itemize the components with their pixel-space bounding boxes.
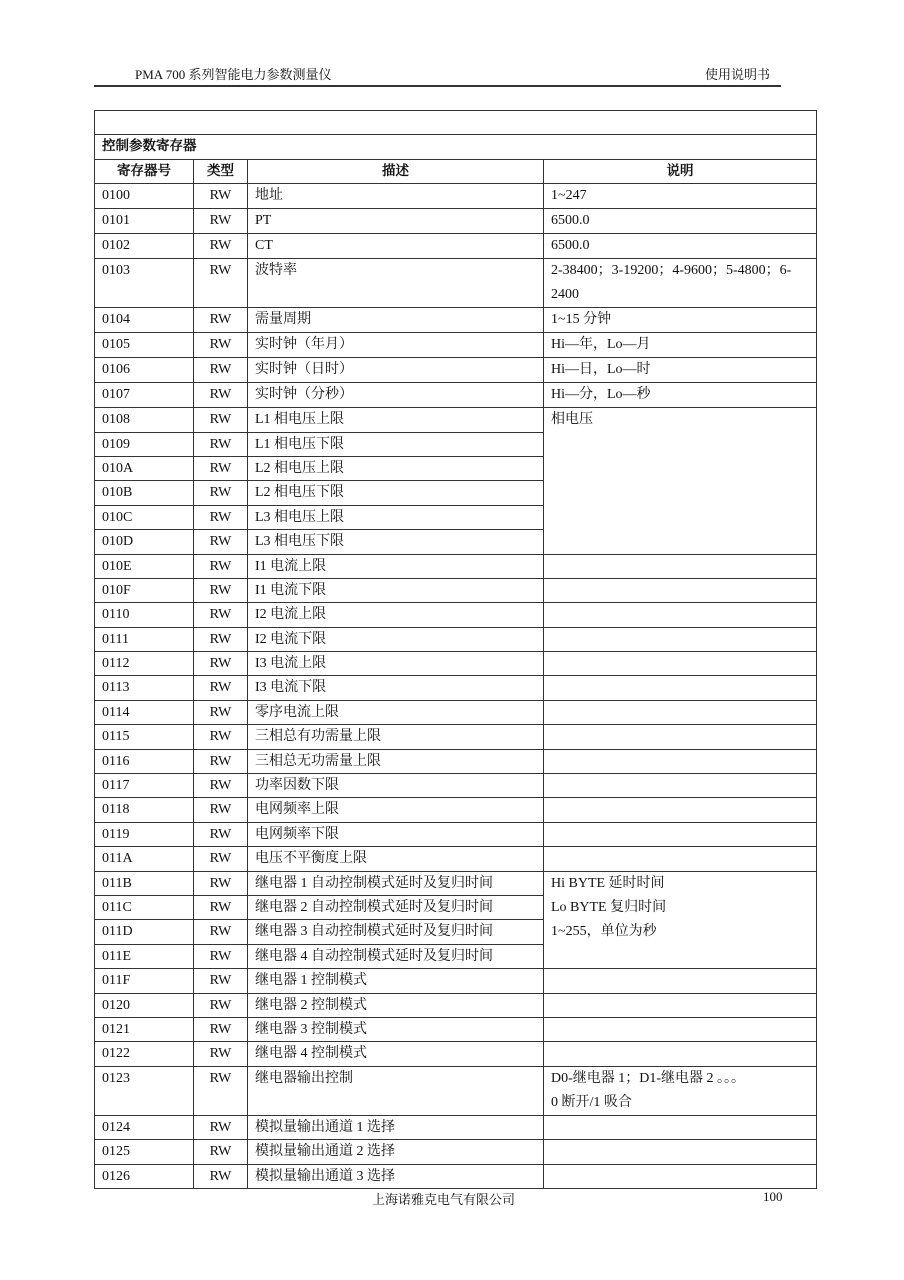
footer-company: 上海诺雅克电气有限公司 [372, 1192, 516, 1207]
register-type: RW [194, 1164, 248, 1188]
register-type: RW [194, 259, 248, 308]
table-row [95, 333, 817, 358]
register-type: RW [194, 847, 248, 871]
register-description: PT [248, 209, 544, 234]
register-number: 0110 [95, 603, 194, 627]
table-row [95, 676, 817, 700]
register-number: 0111 [95, 627, 194, 651]
register-description: 模拟量输出通道 3 选择 [248, 1164, 544, 1188]
register-description: 继电器 2 自动控制模式延时及复归时间 [248, 895, 544, 919]
register-type: RW [194, 895, 248, 919]
register-description: 实时钟（日时） [248, 358, 544, 383]
register-notes: 6500.0 [544, 209, 817, 234]
note-line: D0-继电器 1；D1-继电器 2 。。。 [551, 1070, 746, 1086]
register-type: RW [194, 530, 248, 554]
register-description: 继电器 2 控制模式 [248, 993, 544, 1017]
register-type: RW [194, 333, 248, 358]
register-notes [544, 1017, 817, 1041]
table-row [95, 1066, 817, 1115]
table-row [95, 1115, 817, 1139]
column-header-notes: 说明 [544, 159, 817, 183]
table-row [95, 408, 817, 432]
register-description: 功率因数下限 [248, 774, 544, 798]
register-type: RW [194, 749, 248, 773]
register-notes [544, 627, 817, 651]
register-notes [544, 749, 817, 773]
table-row [95, 603, 817, 627]
register-description: 继电器输出控制 [248, 1066, 544, 1115]
register-number: 0102 [95, 234, 194, 259]
register-notes [544, 725, 817, 749]
register-type: RW [194, 383, 248, 408]
register-notes [544, 1164, 817, 1188]
register-number: 010B [95, 481, 194, 505]
table-row [95, 749, 817, 773]
register-number: 010A [95, 456, 194, 480]
register-type: RW [194, 798, 248, 822]
note-line: Lo BYTE 复归时间 [551, 899, 667, 915]
register-number: 0105 [95, 333, 194, 358]
register-notes [544, 603, 817, 627]
register-number: 0108 [95, 408, 194, 432]
register-description: 地址 [248, 184, 544, 209]
register-type: RW [194, 481, 248, 505]
register-type: RW [194, 456, 248, 480]
register-type: RW [194, 1140, 248, 1164]
register-number: 011E [95, 944, 194, 968]
register-type: RW [194, 1042, 248, 1066]
table-row [95, 700, 817, 724]
register-type: RW [194, 505, 248, 529]
register-type: RW [194, 993, 248, 1017]
register-type: RW [194, 209, 248, 234]
register-notes: 相电压 [544, 408, 817, 554]
register-notes [544, 578, 817, 602]
register-notes: 1~15 分钟 [544, 308, 817, 333]
table-row [95, 358, 817, 383]
register-type: RW [194, 358, 248, 383]
table-row [95, 554, 817, 578]
register-number: 0114 [95, 700, 194, 724]
table-row [95, 1164, 817, 1188]
register-description: L3 相电压下限 [248, 530, 544, 554]
register-number: 0116 [95, 749, 194, 773]
table-row [95, 847, 817, 871]
register-notes [544, 652, 817, 676]
register-type: RW [194, 554, 248, 578]
register-table [94, 110, 817, 1189]
register-type: RW [194, 969, 248, 993]
table-row [95, 969, 817, 993]
register-description: L1 相电压下限 [248, 432, 544, 456]
register-description: 三相总无功需量上限 [248, 749, 544, 773]
register-number: 0121 [95, 1017, 194, 1041]
table-row [95, 259, 817, 308]
register-description: I1 电流下限 [248, 578, 544, 602]
register-number: 010E [95, 554, 194, 578]
register-notes: Hi—年，Lo—月 [544, 333, 817, 358]
register-notes [544, 1066, 817, 1115]
register-type: RW [194, 871, 248, 895]
register-number: 0120 [95, 993, 194, 1017]
register-type: RW [194, 432, 248, 456]
register-number: 0104 [95, 308, 194, 333]
register-notes [544, 871, 817, 969]
register-notes [544, 798, 817, 822]
register-type: RW [194, 184, 248, 209]
register-description: 模拟量输出通道 2 选择 [248, 1140, 544, 1164]
register-description: I2 电流上限 [248, 603, 544, 627]
table-row [95, 383, 817, 408]
register-description: CT [248, 234, 544, 259]
header-rule [94, 85, 781, 87]
register-type: RW [194, 603, 248, 627]
table-row [95, 1140, 817, 1164]
register-description: I3 电流下限 [248, 676, 544, 700]
register-type: RW [194, 700, 248, 724]
register-notes [544, 969, 817, 993]
register-number: 0126 [95, 1164, 194, 1188]
register-number: 0107 [95, 383, 194, 408]
register-notes [544, 1115, 817, 1139]
table-row [95, 627, 817, 651]
register-type: RW [194, 308, 248, 333]
register-notes [544, 822, 817, 846]
register-notes [544, 700, 817, 724]
register-number: 0113 [95, 676, 194, 700]
register-notes: Hi—日，Lo—时 [544, 358, 817, 383]
register-description: 实时钟（年月） [248, 333, 544, 358]
register-description: 继电器 4 控制模式 [248, 1042, 544, 1066]
empty-row [95, 111, 817, 135]
column-header-type: 类型 [194, 159, 248, 183]
register-description: 电压不平衡度上限 [248, 847, 544, 871]
register-type: RW [194, 725, 248, 749]
register-description: I1 电流上限 [248, 554, 544, 578]
table-row [95, 234, 817, 259]
table-row [95, 822, 817, 846]
register-description: 实时钟（分秒） [248, 383, 544, 408]
register-number: 011F [95, 969, 194, 993]
register-notes: 2-38400；3-19200；4-9600；5-4800；6-2400 [544, 259, 817, 308]
register-number: 0123 [95, 1066, 194, 1115]
table-row [95, 1017, 817, 1041]
register-type: RW [194, 774, 248, 798]
register-notes [544, 676, 817, 700]
register-description: 继电器 1 控制模式 [248, 969, 544, 993]
register-description: 继电器 1 自动控制模式延时及复归时间 [248, 871, 544, 895]
table-row [95, 209, 817, 234]
register-number: 0119 [95, 822, 194, 846]
note-line: 1~255，单位为秒 [551, 923, 657, 939]
register-description: 波特率 [248, 259, 544, 308]
register-description: I2 电流下限 [248, 627, 544, 651]
register-number: 0122 [95, 1042, 194, 1066]
register-description: L3 相电压上限 [248, 505, 544, 529]
register-number: 0118 [95, 798, 194, 822]
register-number: 010F [95, 578, 194, 602]
register-number: 0117 [95, 774, 194, 798]
register-type: RW [194, 1066, 248, 1115]
table-row [95, 993, 817, 1017]
table-row [95, 871, 817, 895]
register-description: 电网频率上限 [248, 798, 544, 822]
register-number: 0100 [95, 184, 194, 209]
header-title: PMA 700 系列智能电力参数测量仪 [135, 67, 332, 82]
register-notes [544, 774, 817, 798]
section-title-row [95, 135, 817, 159]
register-notes: 1~247 [544, 184, 817, 209]
register-type: RW [194, 920, 248, 944]
register-description: 零序电流上限 [248, 700, 544, 724]
table-row [95, 652, 817, 676]
table-row [95, 578, 817, 602]
register-notes: Hi—分，Lo—秒 [544, 383, 817, 408]
register-description: 三相总有功需量上限 [248, 725, 544, 749]
register-notes [544, 847, 817, 871]
register-notes [544, 1140, 817, 1164]
register-type: RW [194, 578, 248, 602]
register-number: 0106 [95, 358, 194, 383]
register-type: RW [194, 822, 248, 846]
section-title: 控制参数寄存器 [95, 135, 817, 159]
table-row [95, 308, 817, 333]
register-description: 需量周期 [248, 308, 544, 333]
table-row [95, 725, 817, 749]
register-type: RW [194, 1017, 248, 1041]
register-number: 010C [95, 505, 194, 529]
register-notes: 6500.0 [544, 234, 817, 259]
register-notes [544, 1042, 817, 1066]
register-number: 0124 [95, 1115, 194, 1139]
register-type: RW [194, 944, 248, 968]
register-number: 0115 [95, 725, 194, 749]
register-type: RW [194, 627, 248, 651]
register-type: RW [194, 408, 248, 432]
register-type: RW [194, 1115, 248, 1139]
register-type: RW [194, 676, 248, 700]
column-header-description: 描述 [248, 159, 544, 183]
register-number: 011C [95, 895, 194, 919]
register-description: 继电器 3 自动控制模式延时及复归时间 [248, 920, 544, 944]
table-row [95, 774, 817, 798]
register-number: 0109 [95, 432, 194, 456]
register-number: 0112 [95, 652, 194, 676]
register-number: 011B [95, 871, 194, 895]
register-number: 0101 [95, 209, 194, 234]
register-description: 模拟量输出通道 1 选择 [248, 1115, 544, 1139]
column-header-row [95, 159, 817, 183]
table-row [95, 798, 817, 822]
register-description: 电网频率下限 [248, 822, 544, 846]
register-description: 继电器 4 自动控制模式延时及复归时间 [248, 944, 544, 968]
table-row [95, 184, 817, 209]
register-description: L1 相电压上限 [248, 408, 544, 432]
register-description: 继电器 3 控制模式 [248, 1017, 544, 1041]
register-description: I3 电流上限 [248, 652, 544, 676]
register-number: 010D [95, 530, 194, 554]
header-doc-type: 使用说明书 [704, 67, 770, 82]
page-number: 100 [763, 1189, 783, 1204]
register-description: L2 相电压下限 [248, 481, 544, 505]
note-line: Hi BYTE 延时时间 [551, 875, 665, 891]
register-notes [544, 554, 817, 578]
register-number: 011D [95, 920, 194, 944]
table-row [95, 1042, 817, 1066]
column-header-register: 寄存器号 [95, 159, 194, 183]
register-notes [544, 993, 817, 1017]
register-type: RW [194, 234, 248, 259]
register-description: L2 相电压上限 [248, 456, 544, 480]
register-number: 0103 [95, 259, 194, 308]
note-line: 0 断开/1 吸合 [551, 1094, 632, 1110]
register-number: 0125 [95, 1140, 194, 1164]
register-type: RW [194, 652, 248, 676]
register-number: 011A [95, 847, 194, 871]
